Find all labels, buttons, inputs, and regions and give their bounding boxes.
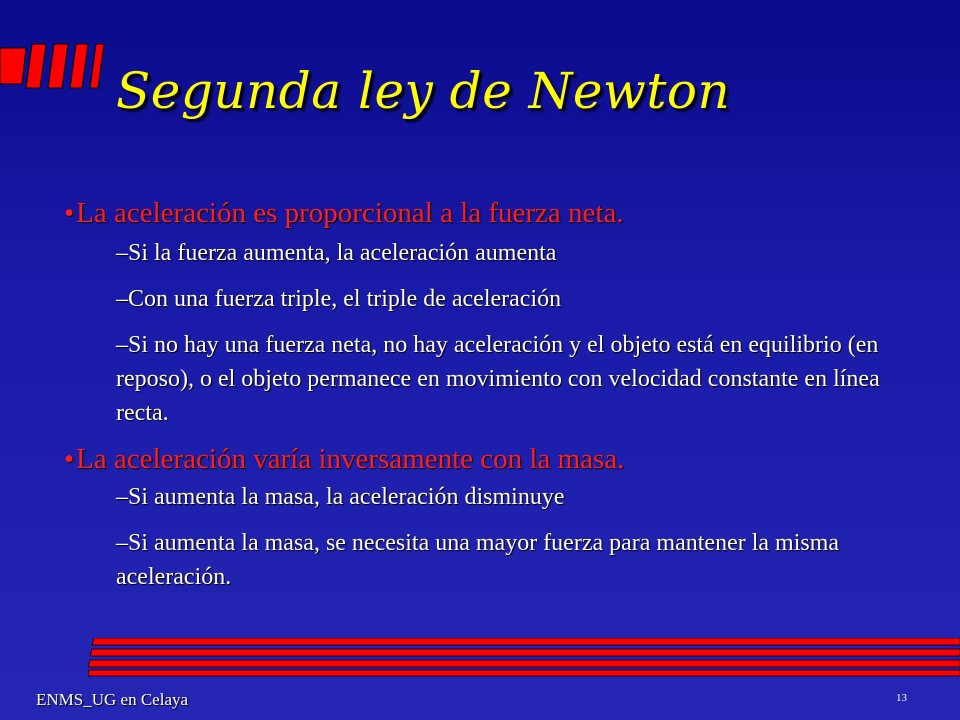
page-number: 13: [896, 692, 907, 704]
sub-point: –Si aumenta la masa, la aceleración disminuye: [116, 484, 565, 510]
sub-point: –Si no hay una fuerza neta, no hay aceleración y el objeto está en equilibrio (en reposo), o el objeto permanece en movimiento con velocidad constante en línea recta.: [116, 332, 880, 426]
sub-point: –Con una fuerza triple, el triple de aceleración: [116, 286, 562, 312]
bullet-text: La aceleración varía inversamente con la masa.: [76, 443, 625, 475]
footer-text: ENMS_UG en Celaya: [36, 690, 189, 709]
slide-content: [64, 196, 924, 594]
sub-point: –Si la fuerza aumenta, la aceleración aumenta: [116, 240, 557, 266]
bullet-text: La aceleración es proporcional a la fuerza neta.: [76, 197, 624, 229]
red-bars-logo-icon: [0, 40, 110, 92]
slide-title: Segunda ley de Newton: [116, 62, 731, 120]
red-stripes-decoration-icon: [88, 638, 960, 678]
bullet-item: •La aceleración varía inversamente con la masa.: [64, 443, 625, 475]
bullet-item: •La aceleración es proporcional a la fuerza neta.: [64, 197, 624, 229]
sub-point: –Si aumenta la masa, se necesita una mayor fuerza para mantener la misma aceleración.: [116, 530, 840, 590]
